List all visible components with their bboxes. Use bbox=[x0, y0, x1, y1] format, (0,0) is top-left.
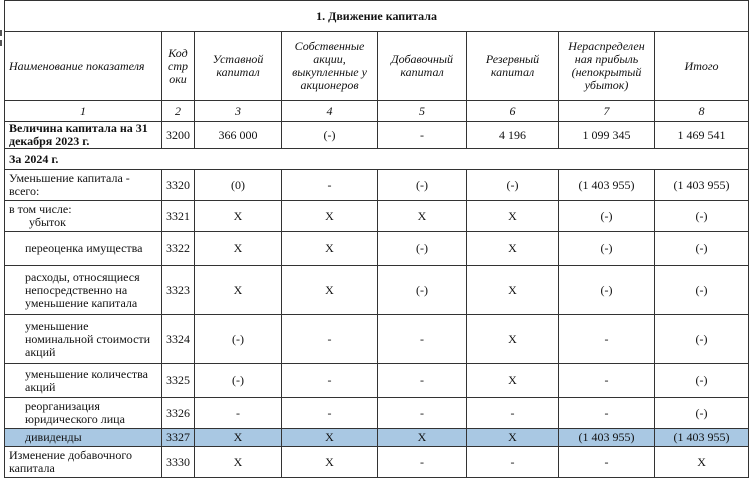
cell-value: - bbox=[282, 398, 378, 429]
cell-value: (0) bbox=[195, 170, 282, 201]
cell-value: - bbox=[559, 398, 655, 429]
table-title: 1. Движение капитала bbox=[5, 1, 749, 32]
cell-value: - bbox=[467, 447, 559, 478]
capital-movement-table bbox=[4, 0, 749, 478]
row-name: Уменьшение капитала - всего: bbox=[5, 170, 162, 201]
row-code: 3323 bbox=[162, 266, 195, 315]
cell-value: (-) bbox=[559, 232, 655, 266]
row-name-prefix: в том числе: bbox=[9, 202, 72, 216]
cell-value: Х bbox=[282, 447, 378, 478]
cell-value: Х bbox=[467, 364, 559, 398]
cell-value: (-) bbox=[195, 364, 282, 398]
cell-value: - bbox=[378, 122, 467, 149]
cell-value: (-) bbox=[559, 266, 655, 315]
col-header-name: Наименование показателя bbox=[5, 32, 162, 101]
col-number: 4 bbox=[282, 101, 378, 122]
cell-value: (-) bbox=[378, 266, 467, 315]
table-row bbox=[5, 232, 749, 266]
col-header-charter-capital: Уставной капитал bbox=[195, 32, 282, 101]
cell-value: (-) bbox=[655, 364, 749, 398]
table-row bbox=[5, 266, 749, 315]
cell-value: - bbox=[378, 447, 467, 478]
cell-value: (-) bbox=[655, 201, 749, 232]
row-name: Изменение добавочного капитала bbox=[5, 447, 162, 478]
cell-value: Х bbox=[378, 201, 467, 232]
cell-value: 1 099 345 bbox=[559, 122, 655, 149]
cell-value: Х bbox=[195, 266, 282, 315]
section-row bbox=[5, 149, 749, 170]
col-number: 7 bbox=[559, 101, 655, 122]
col-header-retained-earnings: Нераспределен ная прибыль (непокрытый убыток) bbox=[559, 32, 655, 101]
table-row-highlighted[interactable] bbox=[5, 429, 749, 447]
col-header-reserve-capital: Резервный капитал bbox=[467, 32, 559, 101]
cell-value: (-) bbox=[378, 232, 467, 266]
cell-value: - bbox=[559, 315, 655, 364]
col-header-own-shares: Собственные акции, выкупленные у акционеров bbox=[282, 32, 378, 101]
cell-value: Х bbox=[282, 266, 378, 315]
row-code: 3330 bbox=[162, 447, 195, 478]
row-code: 3327 bbox=[162, 429, 195, 447]
row-code: 3320 bbox=[162, 170, 195, 201]
cell-value: - bbox=[467, 398, 559, 429]
cell-value: (-) bbox=[655, 232, 749, 266]
cell-value: Х bbox=[282, 201, 378, 232]
cell-value: (-) bbox=[655, 398, 749, 429]
col-number: 8 bbox=[655, 101, 749, 122]
cell-value: Х bbox=[195, 447, 282, 478]
page-edge-marks bbox=[0, 0, 3, 487]
col-number: 2 bbox=[162, 101, 195, 122]
cell-value: - bbox=[559, 364, 655, 398]
row-code: 3324 bbox=[162, 315, 195, 364]
col-header-additional-capital: Добавочный капитал bbox=[378, 32, 467, 101]
row-name: уменьшение количества акций bbox=[5, 364, 162, 398]
cell-value: (-) bbox=[467, 170, 559, 201]
table-row bbox=[5, 170, 749, 201]
cell-value: (-) bbox=[195, 315, 282, 364]
cell-value: Х bbox=[282, 232, 378, 266]
row-name: расходы, относящиеся непосредственно на уменьшение капитала bbox=[5, 266, 162, 315]
cell-value: (-) bbox=[655, 266, 749, 315]
cell-value: (1 403 955) bbox=[559, 170, 655, 201]
col-header-total: Итого bbox=[655, 32, 749, 101]
cell-value: - bbox=[378, 398, 467, 429]
cell-value: Х bbox=[282, 429, 378, 447]
row-code: 3321 bbox=[162, 201, 195, 232]
cell-value: (1 403 955) bbox=[559, 429, 655, 447]
cell-value: Х bbox=[195, 429, 282, 447]
cell-value: (1 403 955) bbox=[655, 170, 749, 201]
cell-value: Х bbox=[195, 201, 282, 232]
cell-value: Х bbox=[467, 315, 559, 364]
row-name-sub: убыток bbox=[29, 215, 66, 229]
row-code: 3200 bbox=[162, 122, 195, 149]
cell-value: - bbox=[282, 364, 378, 398]
row-name: Величина капитала на 31 декабря 2023 г. bbox=[5, 122, 162, 149]
cell-value: (1 403 955) bbox=[655, 429, 749, 447]
cell-value: Х bbox=[467, 266, 559, 315]
row-name bbox=[5, 201, 162, 232]
row-name: уменьшение номинальной стоимости акций bbox=[5, 315, 162, 364]
cell-value: - bbox=[282, 315, 378, 364]
cell-value: - bbox=[378, 364, 467, 398]
table-row bbox=[5, 398, 749, 429]
cell-value: Х bbox=[655, 447, 749, 478]
row-name: дивиденды bbox=[5, 429, 162, 447]
cell-value: Х bbox=[195, 232, 282, 266]
cell-value: (-) bbox=[378, 170, 467, 201]
table-row bbox=[5, 201, 749, 232]
col-number: 6 bbox=[467, 101, 559, 122]
row-code: 3325 bbox=[162, 364, 195, 398]
row-name: реорганизация юридического лица bbox=[5, 398, 162, 429]
table-row bbox=[5, 122, 749, 149]
col-header-code: Код стр оки bbox=[162, 32, 195, 101]
col-number: 3 bbox=[195, 101, 282, 122]
col-number: 5 bbox=[378, 101, 467, 122]
table-row bbox=[5, 447, 749, 478]
cell-value: - bbox=[378, 315, 467, 364]
cell-value: (-) bbox=[655, 315, 749, 364]
cell-value: Х bbox=[467, 429, 559, 447]
cell-value: (-) bbox=[282, 122, 378, 149]
section-label: За 2024 г. bbox=[5, 149, 749, 170]
col-number: 1 bbox=[5, 101, 162, 122]
cell-value: Х bbox=[467, 201, 559, 232]
cell-value: 366 000 bbox=[195, 122, 282, 149]
cell-value: - bbox=[559, 447, 655, 478]
cell-value: 1 469 541 bbox=[655, 122, 749, 149]
cell-value: Х bbox=[378, 429, 467, 447]
cell-value: (-) bbox=[559, 201, 655, 232]
cell-value: Х bbox=[467, 232, 559, 266]
cell-value: 4 196 bbox=[467, 122, 559, 149]
cell-value: - bbox=[282, 170, 378, 201]
row-code: 3322 bbox=[162, 232, 195, 266]
row-code: 3326 bbox=[162, 398, 195, 429]
table-row bbox=[5, 364, 749, 398]
row-name: переоценка имущества bbox=[5, 232, 162, 266]
cell-value: - bbox=[195, 398, 282, 429]
table-row bbox=[5, 315, 749, 364]
